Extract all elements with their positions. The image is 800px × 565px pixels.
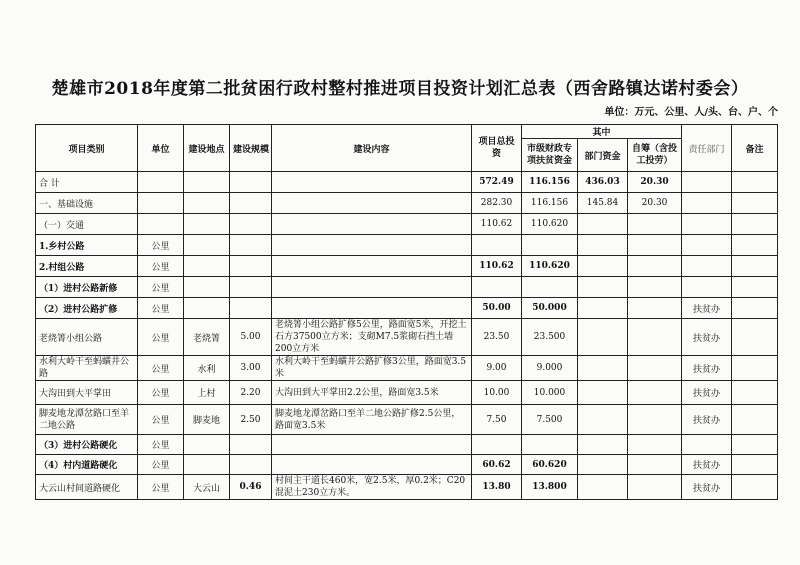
row-scale: [230, 435, 272, 455]
row-content: [272, 455, 472, 475]
row-dept-fund: [578, 475, 628, 500]
table-body: [36, 172, 778, 500]
header-city-fund: 市级财政专项扶贫资金: [522, 139, 578, 172]
row-self-fund: [628, 256, 682, 277]
row-unit: [138, 172, 184, 193]
row-dept-fund: [578, 235, 628, 256]
row-location: [184, 277, 230, 298]
investment-table: [35, 124, 778, 500]
row-city-fund: 7.500: [522, 405, 578, 435]
row-total: 110.62: [472, 256, 522, 277]
row-city-fund: [522, 277, 578, 298]
row-dept: 扶贫办: [682, 298, 732, 319]
row-category: 老烧箐小组公路: [36, 319, 138, 356]
table-row: [36, 381, 778, 405]
row-location: 老烧箐: [184, 319, 230, 356]
row-self-fund: [628, 356, 682, 381]
row-self-fund: 20.30: [628, 193, 682, 214]
row-total: [472, 435, 522, 455]
row-dept: 扶贫办: [682, 356, 732, 381]
row-total: 7.50: [472, 405, 522, 435]
row-category: （3）进村公路硬化: [36, 435, 138, 455]
row-self-fund: 20.30: [628, 172, 682, 193]
row-self-fund: [628, 214, 682, 235]
row-category: 1.乡村公路: [36, 235, 138, 256]
row-content: [272, 277, 472, 298]
row-self-fund: [628, 235, 682, 256]
row-dept: [682, 214, 732, 235]
table-row: [36, 214, 778, 235]
table-row: [36, 405, 778, 435]
row-remark: [732, 277, 778, 298]
row-content: 村间主干道长460米，宽2.5米，厚0.2米；C20混泥土230立方米。: [272, 475, 472, 500]
row-total: 13.80: [472, 475, 522, 500]
row-total: 60.62: [472, 455, 522, 475]
row-location: [184, 435, 230, 455]
row-self-fund: [628, 405, 682, 435]
row-unit: [138, 193, 184, 214]
table-row: [36, 298, 778, 319]
row-self-fund: [628, 381, 682, 405]
row-location: [184, 235, 230, 256]
row-unit: 公里: [138, 256, 184, 277]
row-category: 合 计: [36, 172, 138, 193]
row-unit: 公里: [138, 298, 184, 319]
row-dept: [682, 235, 732, 256]
row-category: 脚麦地龙潭岔路口至羊二地公路: [36, 405, 138, 435]
row-dept: 扶贫办: [682, 475, 732, 500]
row-unit: 公里: [138, 277, 184, 298]
row-location: [184, 193, 230, 214]
row-city-fund: 9.000: [522, 356, 578, 381]
table-row: [36, 172, 778, 193]
row-category: （2）进村公路扩修: [36, 298, 138, 319]
row-city-fund: 116.156: [522, 193, 578, 214]
row-city-fund: 23.500: [522, 319, 578, 356]
row-category: 大云山村间道路硬化: [36, 475, 138, 500]
row-remark: [732, 214, 778, 235]
row-remark: [732, 405, 778, 435]
row-scale: [230, 298, 272, 319]
row-dept-fund: [578, 435, 628, 455]
row-dept: 扶贫办: [682, 405, 732, 435]
row-scale: [230, 277, 272, 298]
row-city-fund: 50.000: [522, 298, 578, 319]
row-remark: [732, 172, 778, 193]
header-total: 项目总投资: [472, 125, 522, 172]
row-scale: 3.00: [230, 356, 272, 381]
row-total: 10.00: [472, 381, 522, 405]
row-dept: [682, 193, 732, 214]
table-row: [36, 455, 778, 475]
row-dept-fund: [578, 405, 628, 435]
page-title: 楚雄市2018年度第二批贫困行政村整村推进项目投资计划汇总表（西舍路镇达诺村委会）: [51, 79, 749, 99]
row-dept: [682, 435, 732, 455]
row-dept: 扶贫办: [682, 455, 732, 475]
row-total: 282.30: [472, 193, 522, 214]
header-unit: 单位: [138, 125, 184, 172]
row-remark: [732, 298, 778, 319]
row-scale: [230, 172, 272, 193]
row-self-fund: [628, 455, 682, 475]
row-self-fund: [628, 475, 682, 500]
table-row: [36, 277, 778, 298]
row-unit: 公里: [138, 235, 184, 256]
row-city-fund: 110.620: [522, 214, 578, 235]
row-content: 大沟田到大平掌田2.2公里，路面宽3.5米: [272, 381, 472, 405]
table-row: [36, 356, 778, 381]
header-scale: 建设规模: [230, 125, 272, 172]
row-content: [272, 435, 472, 455]
row-scale: [230, 214, 272, 235]
row-location: [184, 455, 230, 475]
row-dept: 扶贫办: [682, 381, 732, 405]
row-unit: [138, 214, 184, 235]
row-dept: [682, 256, 732, 277]
row-unit: 公里: [138, 319, 184, 356]
row-scale: 2.50: [230, 405, 272, 435]
row-total: 110.62: [472, 214, 522, 235]
row-category: 一、基础设施: [36, 193, 138, 214]
row-content: [272, 298, 472, 319]
header-among: 其中: [522, 125, 682, 139]
row-city-fund: [522, 435, 578, 455]
row-dept-fund: [578, 381, 628, 405]
header-category: 项目类别: [36, 125, 138, 172]
row-unit: 公里: [138, 475, 184, 500]
row-unit: 公里: [138, 405, 184, 435]
row-location: 大云山: [184, 475, 230, 500]
row-scale: [230, 256, 272, 277]
row-self-fund: [628, 319, 682, 356]
row-remark: [732, 381, 778, 405]
row-remark: [732, 455, 778, 475]
row-dept-fund: [578, 356, 628, 381]
row-remark: [732, 319, 778, 356]
row-self-fund: [628, 435, 682, 455]
row-dept-fund: [578, 298, 628, 319]
row-total: 50.00: [472, 298, 522, 319]
row-content: 老烧箐小组公路扩修5公里，路面宽5米，开挖土石方37500立方米；支砌M7.5浆砌石挡土墙200立方米: [272, 319, 472, 356]
header-location: 建设地点: [184, 125, 230, 172]
row-location: [184, 172, 230, 193]
row-location: 水利: [184, 356, 230, 381]
row-location: [184, 214, 230, 235]
row-city-fund: [522, 235, 578, 256]
row-scale: [230, 193, 272, 214]
row-content: [272, 172, 472, 193]
row-scale: 5.00: [230, 319, 272, 356]
row-dept-fund: [578, 256, 628, 277]
row-unit: 公里: [138, 435, 184, 455]
row-city-fund: 13.800: [522, 475, 578, 500]
table-row: [36, 475, 778, 500]
row-total: 572.49: [472, 172, 522, 193]
header-dept: 责任部门: [682, 125, 732, 172]
row-dept-fund: [578, 214, 628, 235]
row-unit: 公里: [138, 381, 184, 405]
row-category: 2.村组公路: [36, 256, 138, 277]
row-location: 上村: [184, 381, 230, 405]
row-category: 大沟田到大平掌田: [36, 381, 138, 405]
table-row: [36, 193, 778, 214]
row-dept-fund: [578, 277, 628, 298]
row-remark: [732, 435, 778, 455]
row-city-fund: 116.156: [522, 172, 578, 193]
row-content: 水利大岭干至蚂蟥井公路扩修3公里，路面宽3.5米: [272, 356, 472, 381]
row-location: [184, 298, 230, 319]
row-dept: [682, 172, 732, 193]
table-row: [36, 435, 778, 455]
header-content: 建设内容: [272, 125, 472, 172]
row-remark: [732, 475, 778, 500]
row-dept-fund: 145.84: [578, 193, 628, 214]
row-location: [184, 256, 230, 277]
row-total: [472, 235, 522, 256]
row-scale: [230, 455, 272, 475]
header-dept-fund: 部门资金: [578, 139, 628, 172]
row-content: [272, 214, 472, 235]
row-location: 脚麦地: [184, 405, 230, 435]
table-row: [36, 256, 778, 277]
row-dept: [682, 277, 732, 298]
row-dept-fund: [578, 319, 628, 356]
row-total: 23.50: [472, 319, 522, 356]
row-content: [272, 193, 472, 214]
row-scale: 0.46: [230, 475, 272, 500]
header-self-fund: 自筹（含投工投劳）: [628, 139, 682, 172]
table-row: [36, 235, 778, 256]
row-scale: 2.20: [230, 381, 272, 405]
row-scale: [230, 235, 272, 256]
row-category: 水利大岭干至蚂蟥井公路: [36, 356, 138, 381]
row-content: 脚麦地龙潭岔路口至羊二地公路扩修2.5公里，路面宽3.5米: [272, 405, 472, 435]
row-city-fund: 110.620: [522, 256, 578, 277]
row-total: [472, 277, 522, 298]
row-category: （一）交通: [36, 214, 138, 235]
row-self-fund: [628, 298, 682, 319]
row-total: 9.00: [472, 356, 522, 381]
row-dept: 扶贫办: [682, 319, 732, 356]
row-dept-fund: 436.03: [578, 172, 628, 193]
row-category: （1）进村公路新修: [36, 277, 138, 298]
header-remark: 备注: [732, 125, 778, 172]
row-content: [272, 256, 472, 277]
table-row: [36, 319, 778, 356]
units-note: 单位：万元、公里、人/头、台、户、个: [604, 107, 778, 118]
row-remark: [732, 193, 778, 214]
row-unit: 公里: [138, 356, 184, 381]
row-remark: [732, 356, 778, 381]
row-remark: [732, 256, 778, 277]
row-dept-fund: [578, 455, 628, 475]
row-category: （4）村内道路硬化: [36, 455, 138, 475]
row-unit: 公里: [138, 455, 184, 475]
row-city-fund: 60.620: [522, 455, 578, 475]
row-city-fund: 10.000: [522, 381, 578, 405]
row-self-fund: [628, 277, 682, 298]
row-remark: [732, 235, 778, 256]
row-content: [272, 235, 472, 256]
